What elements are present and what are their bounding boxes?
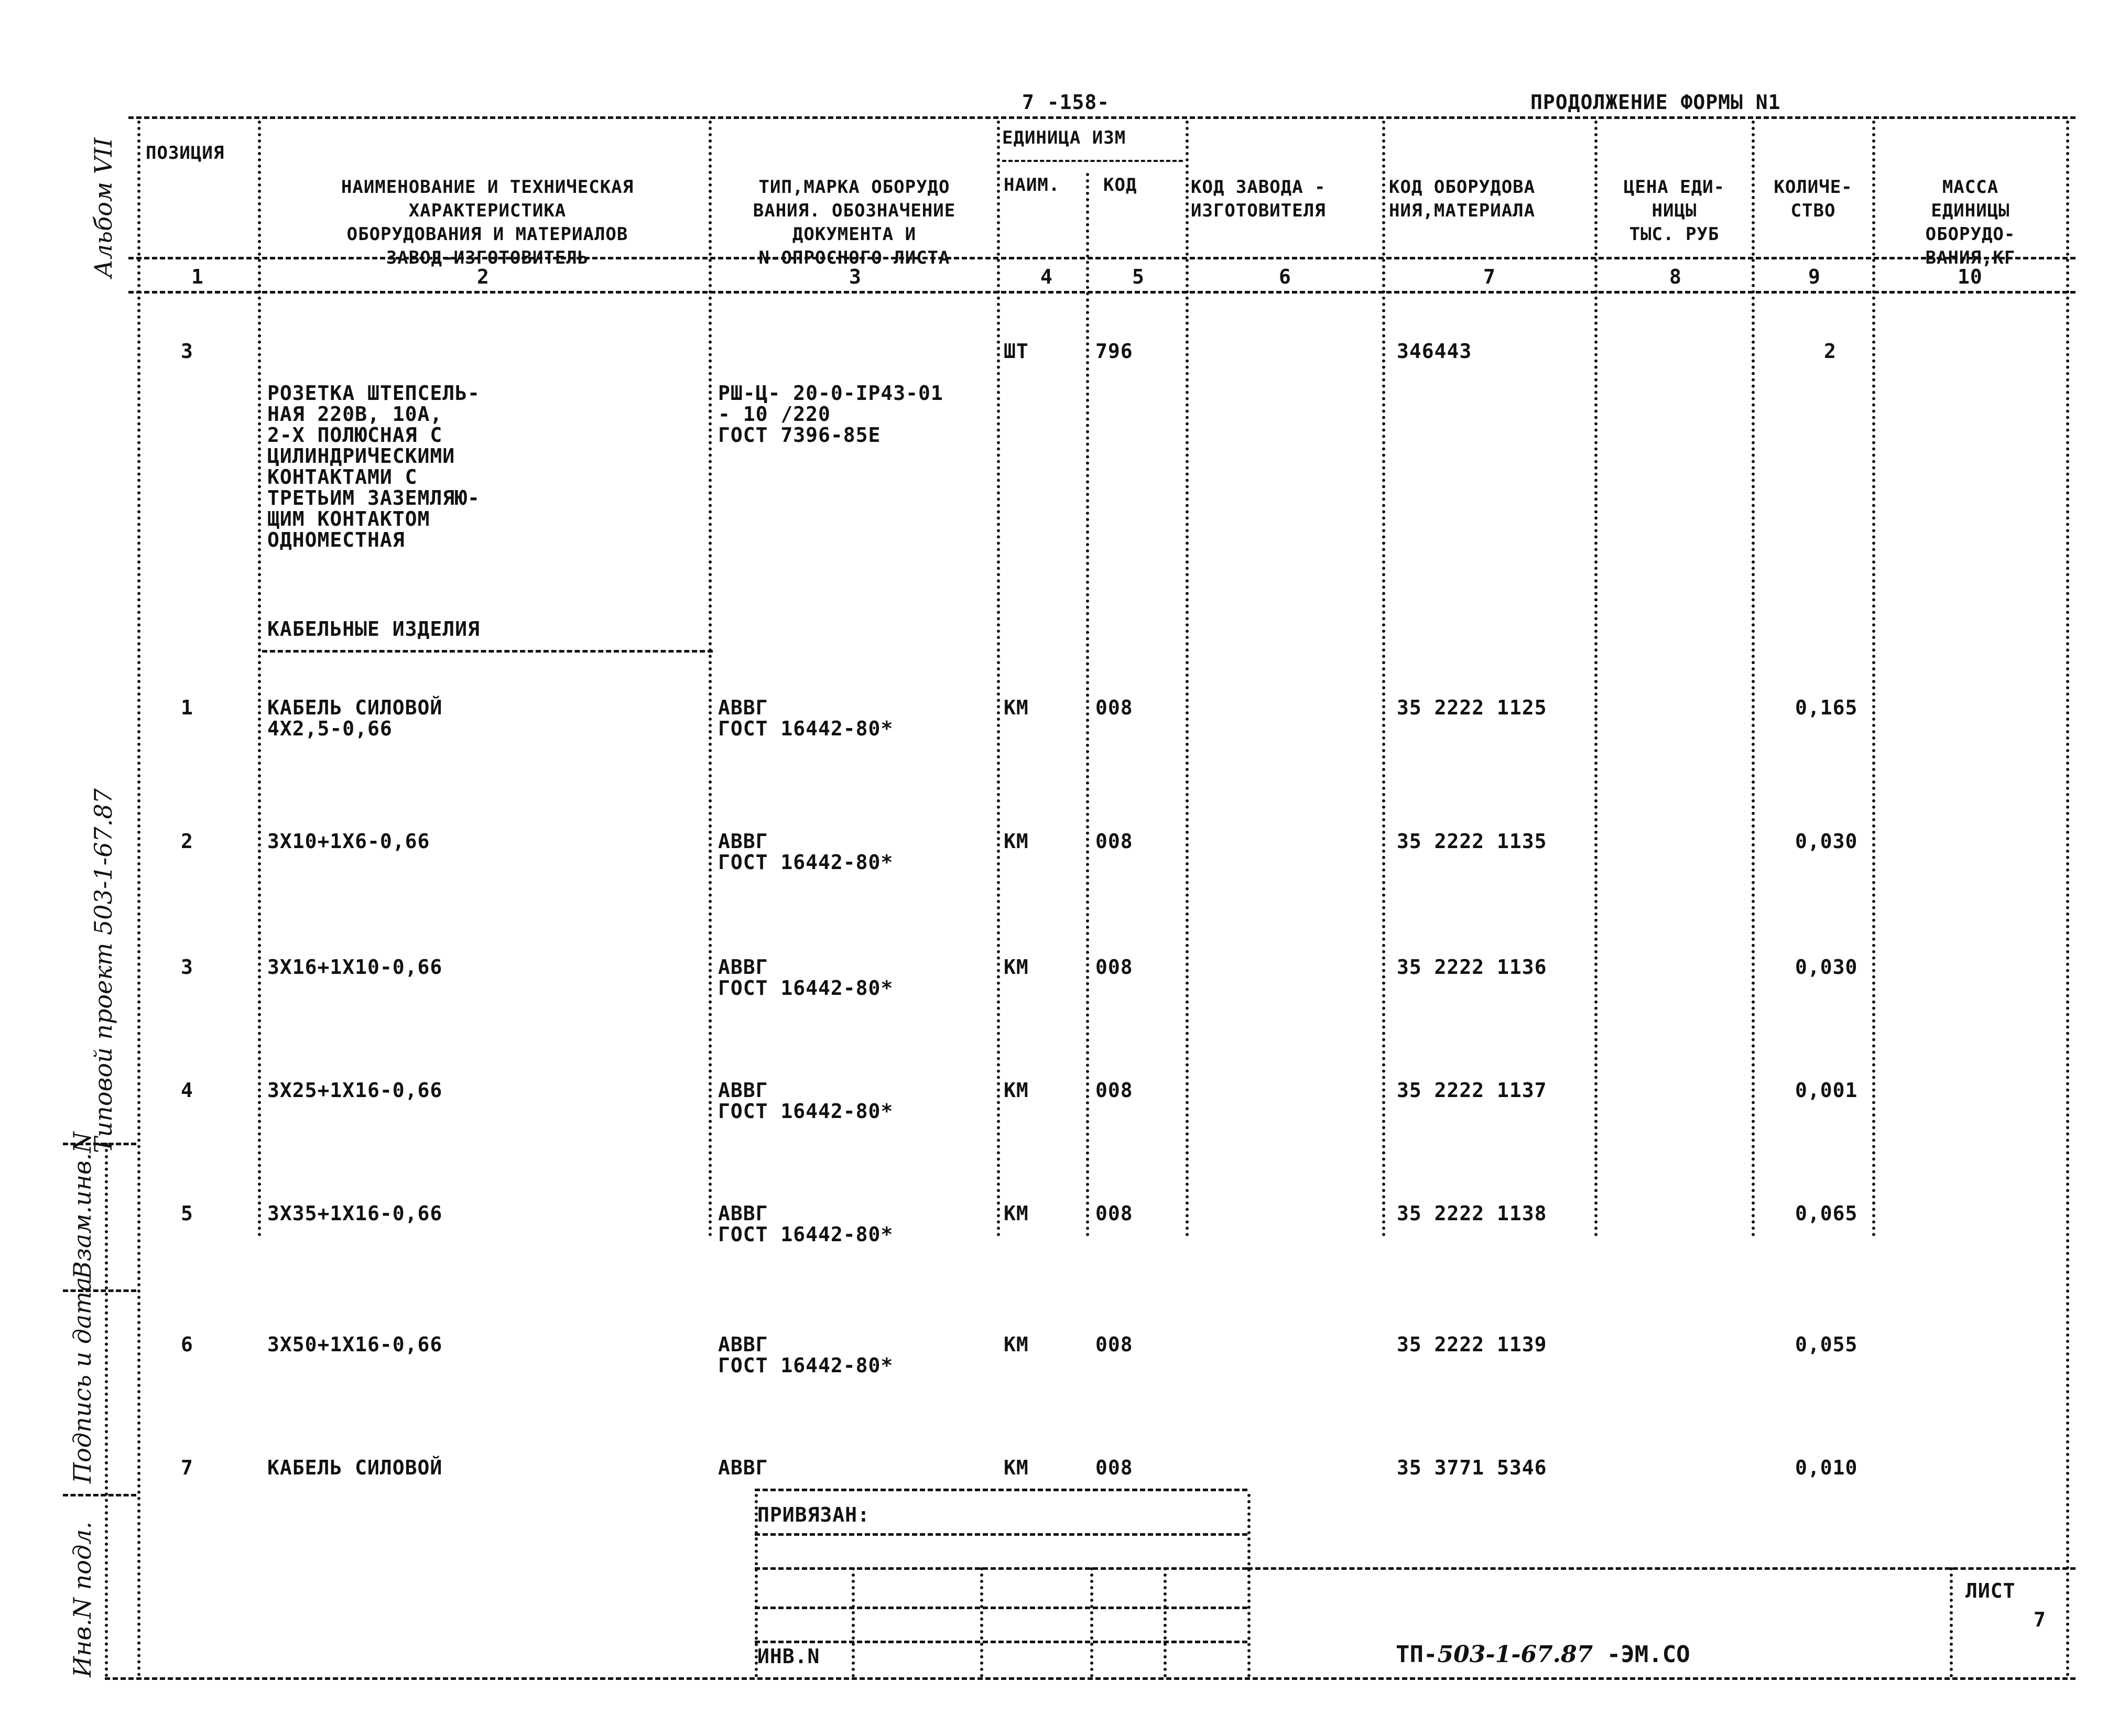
row-unit: КМ bbox=[1004, 956, 1029, 979]
row-quantity: 0,065 bbox=[1795, 1202, 1858, 1225]
col-num-6: 6 bbox=[1279, 265, 1291, 288]
stamp-divider-e bbox=[1164, 1567, 1167, 1677]
row-position: 5 bbox=[181, 1202, 193, 1225]
divider-7 bbox=[1594, 121, 1598, 1237]
row-quantity: 0,055 bbox=[1795, 1333, 1858, 1356]
page-number-mark: 7 -158- bbox=[1022, 91, 1110, 114]
section-underline bbox=[262, 650, 713, 653]
row-unit-code: 008 bbox=[1095, 696, 1133, 719]
col-num-2: 2 bbox=[477, 265, 490, 288]
row-position: 2 bbox=[181, 830, 193, 853]
row-unit-code: 008 bbox=[1095, 956, 1133, 979]
row-name: 3Х16+1Х10-0,66 bbox=[267, 956, 443, 979]
row-material-code: 35 2222 1137 bbox=[1397, 1079, 1547, 1102]
stamp-bound-label: ПРИВЯЗАН: bbox=[757, 1503, 870, 1526]
row-material-code: 35 2222 1139 bbox=[1397, 1333, 1547, 1356]
stamp-rule-1 bbox=[755, 1533, 1247, 1536]
stamp-top-rule bbox=[755, 1489, 1247, 1491]
stamp-divider-b bbox=[852, 1567, 855, 1677]
inv-caption: Инв.N подл. bbox=[68, 1521, 96, 1677]
col-num-3: 3 bbox=[849, 265, 862, 288]
row-type: АВВГ bbox=[718, 1456, 768, 1479]
sheet-label: ЛИСТ bbox=[1965, 1579, 2016, 1602]
divider-1 bbox=[258, 121, 261, 1237]
row-type: АВВГ ГОСТ 16442-80* bbox=[718, 1079, 894, 1123]
stamp-rule-4 bbox=[755, 1641, 1247, 1643]
stamp-divider-c bbox=[980, 1567, 983, 1677]
row-quantity: 0,030 bbox=[1795, 956, 1858, 979]
col-1-title: ПОЗИЦИЯ bbox=[146, 143, 225, 164]
vzam-caption: Взам.инв.N bbox=[68, 1132, 96, 1279]
col-num-8: 8 bbox=[1669, 265, 1682, 288]
divider-9 bbox=[1872, 121, 1875, 1237]
margin-divider bbox=[105, 1143, 108, 1677]
row-material-code: 35 2222 1138 bbox=[1397, 1202, 1547, 1225]
unit-header-rule bbox=[1002, 160, 1183, 162]
col-5-title: КОД bbox=[1103, 175, 1137, 196]
stamp-inv-label: ИНВ.N bbox=[757, 1645, 820, 1668]
row-material-code: 35 2222 1125 bbox=[1397, 696, 1547, 719]
row-unit: КМ bbox=[1004, 830, 1029, 853]
divider-4 bbox=[1086, 173, 1089, 1237]
col-2-title: НАИМЕНОВАНИЕ И ТЕХНИЧЕСКАЯ ХАРАКТЕРИСТИКА ОБОРУДОВАНИЯ И МАТЕРИАЛОВ ЗАВОД-ИЗГОТОВИТЕЛЬ bbox=[341, 177, 634, 268]
row-name: 3Х10+1Х6-0,66 bbox=[267, 830, 430, 853]
col-num-1: 1 bbox=[191, 265, 204, 288]
stamp-rule-2 bbox=[755, 1567, 1247, 1570]
row-unit: КМ bbox=[1004, 1202, 1029, 1225]
col-3-title: ТИП,МАРКА ОБОРУДО ВАНИЯ. ОБОЗНАЧЕНИЕ ДОКУМЕНТА И N-ОПРОСНОГО ЛИСТА bbox=[753, 177, 956, 268]
project-caption: Типовой проект 503-1-67.87 bbox=[89, 788, 117, 1153]
sheet-divider bbox=[1950, 1567, 1953, 1677]
divider-3 bbox=[997, 121, 1000, 1237]
col-num-7: 7 bbox=[1483, 265, 1496, 288]
row-position: 4 bbox=[181, 1079, 193, 1102]
divider-5 bbox=[1186, 121, 1189, 1237]
row-material-code: 35 3771 5346 bbox=[1397, 1456, 1547, 1479]
col-num-9: 9 bbox=[1808, 265, 1821, 288]
col-num-10: 10 bbox=[1958, 265, 1983, 288]
document-code bbox=[1368, 1614, 1690, 1668]
divider-6 bbox=[1382, 121, 1385, 1237]
row-material-code: 35 2222 1136 bbox=[1397, 956, 1547, 979]
row-position: 3 bbox=[181, 956, 193, 979]
row-type: АВВГ ГОСТ 16442-80* bbox=[718, 1333, 894, 1377]
row-quantity: 0,165 bbox=[1795, 696, 1858, 719]
row-unit-code: 008 bbox=[1095, 1456, 1133, 1479]
col-10-title: МАССА ЕДИНИЦЫ ОБОРУДО- ВАНИЯ,КГ bbox=[1925, 177, 2016, 268]
doc-code-prefix: ТП- bbox=[1395, 1641, 1438, 1668]
stamp-rule-3 bbox=[755, 1607, 1247, 1609]
row-type: АВВГ ГОСТ 16442-80* bbox=[718, 1202, 894, 1246]
divider-8 bbox=[1752, 121, 1755, 1237]
row-unit: КМ bbox=[1004, 1079, 1029, 1102]
doc-code-number: 503-1-67.87 bbox=[1437, 1641, 1593, 1668]
album-caption: Альбом VII bbox=[89, 137, 117, 278]
row-position: 6 bbox=[181, 1333, 193, 1356]
row-material-code: 35 2222 1135 bbox=[1397, 830, 1547, 853]
row-type: РШ-Ц- 20-0-IP43-01 - 10 /220 ГОСТ 7396-85Е bbox=[718, 382, 943, 447]
row-unit-code: 008 bbox=[1095, 830, 1133, 853]
row-name: 3Х25+1Х16-0,66 bbox=[267, 1079, 443, 1102]
sign-caption: Подпись и дата bbox=[68, 1277, 96, 1483]
row-name: 3Х35+1Х16-0,66 bbox=[267, 1202, 443, 1225]
row-unit: КМ bbox=[1004, 1333, 1029, 1356]
table-top-rule bbox=[128, 116, 2076, 119]
col-num-4: 4 bbox=[1040, 265, 1053, 288]
row-unit-code: 008 bbox=[1095, 1202, 1133, 1225]
row-unit: КМ bbox=[1004, 696, 1029, 719]
row-name: КАБЕЛЬ СИЛОВОЙ bbox=[267, 1456, 443, 1479]
row-name: КАБЕЛЬ СИЛОВОЙ 4Х2,5-0,66 bbox=[267, 696, 443, 740]
row-unit-code: 796 bbox=[1095, 340, 1133, 363]
row-type: АВВГ ГОСТ 16442-80* bbox=[718, 696, 894, 740]
divider-left bbox=[137, 121, 140, 1677]
col-9-title: КОЛИЧЕ- СТВО bbox=[1774, 177, 1853, 221]
row-quantity: 0,030 bbox=[1795, 830, 1858, 853]
form-continuation-title: ПРОДОЛЖЕНИЕ ФОРМЫ N1 bbox=[1530, 91, 1781, 114]
row-name: РОЗЕТКА ШТЕПСЕЛЬ- НАЯ 220В, 10А, 2-Х ПОЛЮСНАЯ С ЦИЛИНДРИЧЕСКИМИ КОНТАКТАМИ С ТРЕТЬИМ ЗАЗЕМЛЯЮ- ЩИМ КОНТАКТОМ ОДНОМЕСТНАЯ bbox=[267, 382, 480, 551]
margin-rule-3 bbox=[63, 1494, 136, 1496]
col-4-subtitle: НАИМ. bbox=[1004, 175, 1060, 196]
row-quantity: 0,001 bbox=[1795, 1079, 1858, 1102]
col-7-title: КОД ОБОРУДОВА НИЯ,МАТЕРИАЛА bbox=[1389, 177, 1536, 221]
row-position: 1 bbox=[181, 696, 193, 719]
stamp-divider-d bbox=[1090, 1567, 1093, 1677]
col-num-5: 5 bbox=[1132, 265, 1145, 288]
row-unit-code: 008 bbox=[1095, 1333, 1133, 1356]
col-6-title: КОД ЗАВОДА - ИЗГОТОВИТЕЛЯ bbox=[1191, 177, 1326, 221]
row-quantity: 0,010 bbox=[1795, 1456, 1858, 1479]
page-bottom-rule bbox=[105, 1677, 2076, 1680]
row-name: 3Х50+1Х16-0,66 bbox=[267, 1333, 443, 1356]
row-position: 3 bbox=[181, 340, 193, 363]
col-4-title: ЕДИНИЦА ИЗМ bbox=[1002, 127, 1126, 148]
row-unit-code: 008 bbox=[1095, 1079, 1133, 1102]
stamp-divider-f bbox=[1247, 1494, 1251, 1677]
sheet-number: 7 bbox=[2034, 1608, 2046, 1631]
row-unit: ШТ bbox=[1004, 340, 1029, 363]
row-type: АВВГ ГОСТ 16442-80* bbox=[718, 830, 894, 874]
col-8-title: ЦЕНА ЕДИ- НИЦЫ ТЫС. РУБ bbox=[1623, 177, 1725, 245]
row-quantity: 2 bbox=[1824, 340, 1837, 363]
row-position: 7 bbox=[181, 1456, 193, 1479]
divider-right bbox=[2066, 121, 2069, 1677]
section-heading: КАБЕЛЬНЫЕ ИЗДЕЛИЯ bbox=[267, 617, 480, 641]
row-material-code: 346443 bbox=[1397, 340, 1472, 363]
divider-2 bbox=[709, 121, 712, 1237]
doc-code-suffix: -ЭМ.СО bbox=[1593, 1641, 1690, 1668]
row-unit: КМ bbox=[1004, 1456, 1029, 1479]
row-type: АВВГ ГОСТ 16442-80* bbox=[718, 956, 894, 1000]
